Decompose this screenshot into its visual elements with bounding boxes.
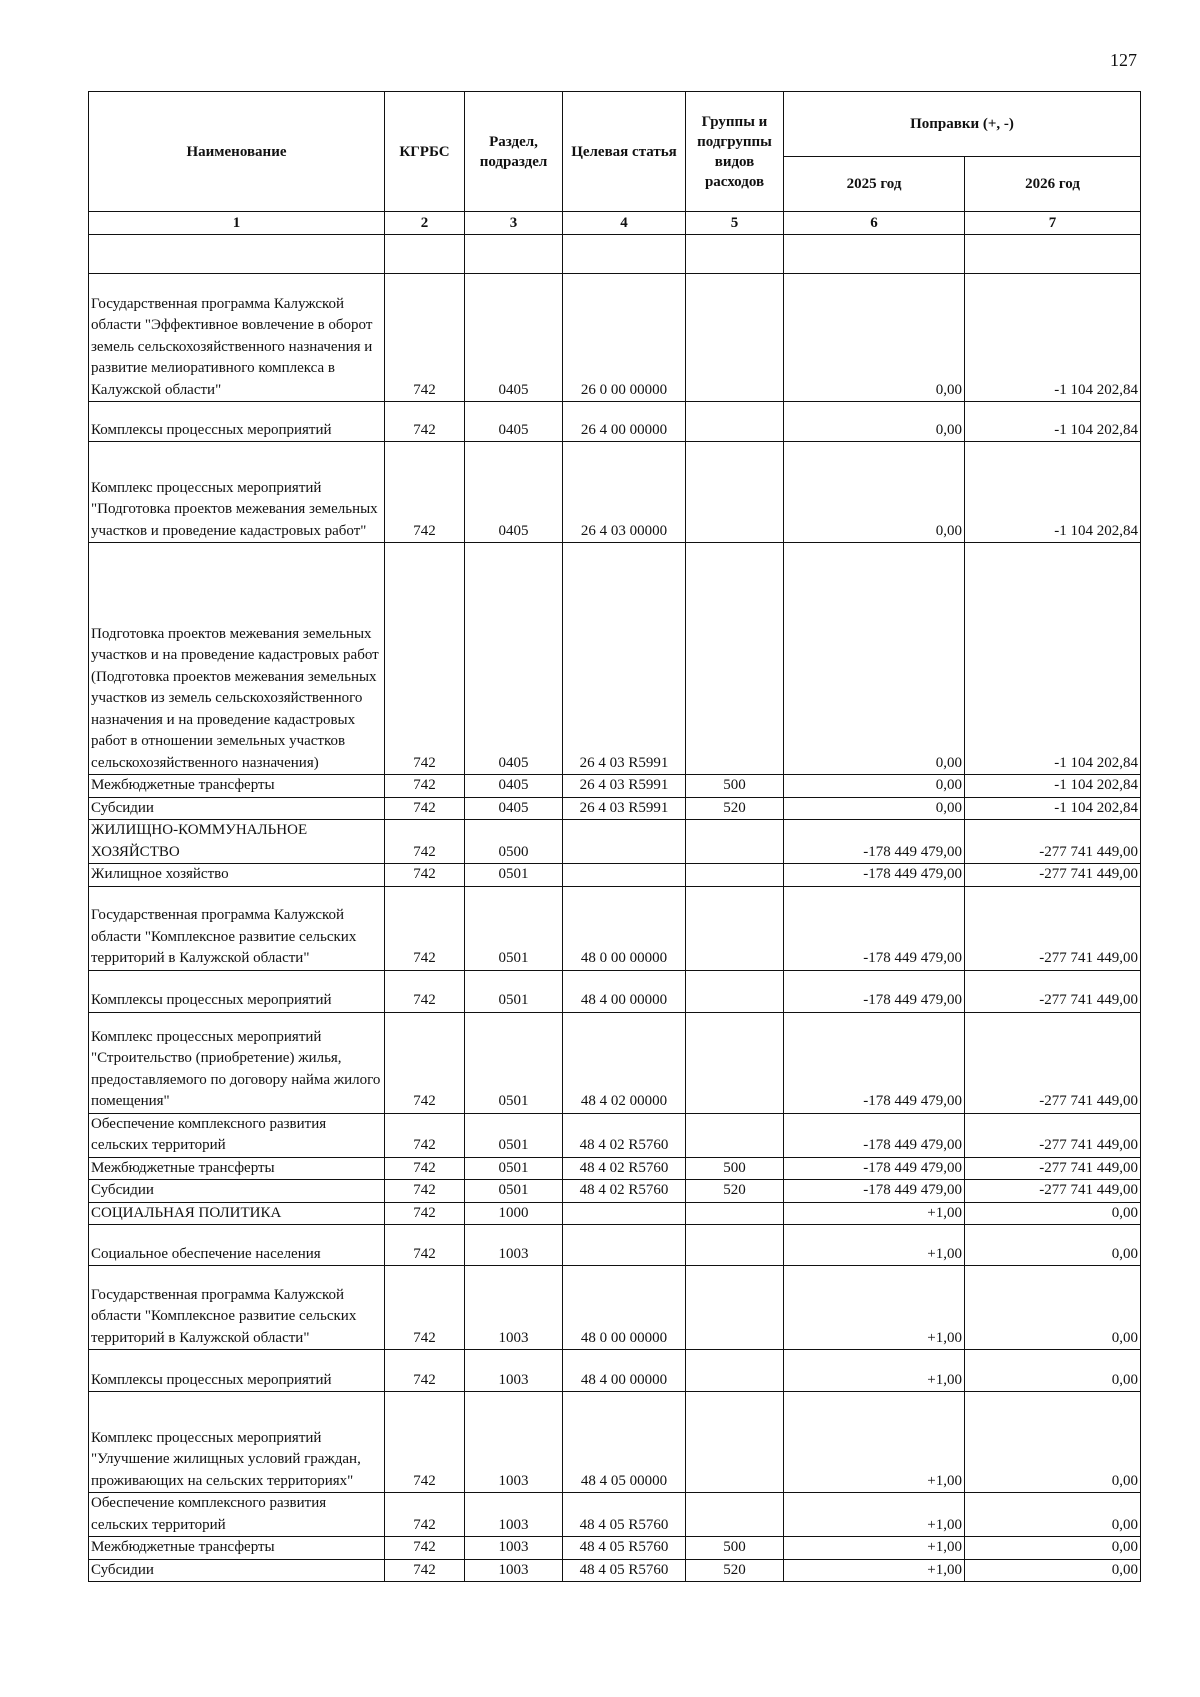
row-kgrbs: 742: [385, 402, 465, 442]
table-body: [89, 235, 1141, 1582]
row-amount-2025: +1,00: [784, 1559, 965, 1582]
row-target-article: 48 4 00 00000: [563, 1350, 686, 1392]
table-row: [89, 1392, 1141, 1493]
row-name: Комплекс процессных мероприятий "Строительство (приобретение) жилья, предоставляемого по договору найма жилого помещения": [89, 1012, 385, 1113]
table-row: [89, 864, 1141, 887]
row-target-article: 48 4 05 R5760: [563, 1537, 686, 1560]
row-target-article: 26 4 03 R5991: [563, 775, 686, 798]
row-expense-group: [686, 1113, 784, 1157]
table-row: [89, 1225, 1141, 1266]
row-kgrbs: 742: [385, 886, 465, 970]
row-name: Комплексы процессных мероприятий: [89, 402, 385, 442]
row-expense-group: [686, 543, 784, 775]
row-amount-2026: -277 741 449,00: [965, 1157, 1141, 1180]
header-target-article: Целевая статья: [563, 92, 686, 212]
row-amount-2025: +1,00: [784, 1537, 965, 1560]
row-expense-group: [686, 886, 784, 970]
row-amount-2025: -178 449 479,00: [784, 1113, 965, 1157]
row-expense-group: [686, 1266, 784, 1350]
table-row: [89, 442, 1141, 543]
row-target-article: [563, 1202, 686, 1225]
row-section: 1003: [465, 1225, 563, 1266]
spacer-row: [89, 235, 1141, 274]
row-section: 0501: [465, 1012, 563, 1113]
row-amount-2026: -277 741 449,00: [965, 1180, 1141, 1203]
row-kgrbs: 742: [385, 1225, 465, 1266]
row-amount-2025: +1,00: [784, 1266, 965, 1350]
row-amount-2026: 0,00: [965, 1392, 1141, 1493]
row-expense-group: [686, 1493, 784, 1537]
column-number: 1: [89, 212, 385, 235]
row-target-article: 48 4 02 R5760: [563, 1180, 686, 1203]
row-kgrbs: 742: [385, 797, 465, 820]
row-target-article: 48 4 02 R5760: [563, 1157, 686, 1180]
budget-corrections-table: [88, 91, 1141, 1582]
row-amount-2026: 0,00: [965, 1537, 1141, 1560]
table-row: [89, 1266, 1141, 1350]
row-amount-2026: -277 741 449,00: [965, 864, 1141, 887]
table-row: [89, 1493, 1141, 1537]
header-year-2025: 2025 год: [784, 157, 965, 212]
row-section: 1003: [465, 1266, 563, 1350]
row-section: 0501: [465, 970, 563, 1012]
row-kgrbs: 742: [385, 1537, 465, 1560]
row-name: Субсидии: [89, 1559, 385, 1582]
row-amount-2026: -1 104 202,84: [965, 775, 1141, 798]
row-amount-2025: +1,00: [784, 1493, 965, 1537]
row-kgrbs: 742: [385, 442, 465, 543]
row-expense-group: [686, 1392, 784, 1493]
row-section: 0405: [465, 442, 563, 543]
row-amount-2025: -178 449 479,00: [784, 970, 965, 1012]
row-expense-group: [686, 274, 784, 402]
row-target-article: [563, 864, 686, 887]
row-amount-2025: -178 449 479,00: [784, 864, 965, 887]
row-expense-group: 500: [686, 1157, 784, 1180]
row-amount-2026: -277 741 449,00: [965, 1113, 1141, 1157]
row-amount-2026: -277 741 449,00: [965, 1012, 1141, 1113]
row-kgrbs: 742: [385, 820, 465, 864]
row-name: ЖИЛИЩНО-КОММУНАЛЬНОЕ ХОЗЯЙСТВО: [89, 820, 385, 864]
row-amount-2025: +1,00: [784, 1202, 965, 1225]
row-amount-2025: 0,00: [784, 442, 965, 543]
row-amount-2025: +1,00: [784, 1350, 965, 1392]
row-section: 1003: [465, 1392, 563, 1493]
row-kgrbs: 742: [385, 1012, 465, 1113]
row-target-article: 48 4 02 00000: [563, 1012, 686, 1113]
row-section: 0501: [465, 886, 563, 970]
row-section: 0405: [465, 543, 563, 775]
table-row: [89, 1537, 1141, 1560]
row-amount-2026: 0,00: [965, 1493, 1141, 1537]
row-section: 0405: [465, 274, 563, 402]
row-target-article: [563, 1225, 686, 1266]
row-name: Межбюджетные трансферты: [89, 1157, 385, 1180]
row-kgrbs: 742: [385, 274, 465, 402]
row-amount-2025: 0,00: [784, 797, 965, 820]
row-target-article: 48 4 05 R5760: [563, 1559, 686, 1582]
row-target-article: 26 4 03 R5991: [563, 543, 686, 775]
table-row: [89, 1559, 1141, 1582]
row-expense-group: [686, 1202, 784, 1225]
table-row: [89, 402, 1141, 442]
row-target-article: 26 0 00 00000: [563, 274, 686, 402]
row-section: 1003: [465, 1537, 563, 1560]
row-section: 0501: [465, 864, 563, 887]
row-amount-2025: +1,00: [784, 1392, 965, 1493]
row-kgrbs: 742: [385, 1180, 465, 1203]
row-name: Комплекс процессных мероприятий "Улучшение жилищных условий граждан, проживающих на сельских территориях": [89, 1392, 385, 1493]
row-amount-2025: 0,00: [784, 274, 965, 402]
row-amount-2026: 0,00: [965, 1559, 1141, 1582]
header-year-2026: 2026 год: [965, 157, 1141, 212]
table-row: [89, 886, 1141, 970]
table-row: [89, 1202, 1141, 1225]
row-section: 0501: [465, 1180, 563, 1203]
row-kgrbs: 742: [385, 1266, 465, 1350]
row-amount-2026: 0,00: [965, 1225, 1141, 1266]
row-target-article: 48 0 00 00000: [563, 886, 686, 970]
row-section: 1000: [465, 1202, 563, 1225]
page-number: 127: [1110, 50, 1137, 70]
header-name: Наименование: [89, 92, 385, 212]
row-name: Социальное обеспечение населения: [89, 1225, 385, 1266]
table-row: [89, 1113, 1141, 1157]
row-section: 0405: [465, 797, 563, 820]
row-amount-2026: 0,00: [965, 1266, 1141, 1350]
row-amount-2026: -277 741 449,00: [965, 820, 1141, 864]
row-amount-2025: 0,00: [784, 775, 965, 798]
table-row: [89, 1157, 1141, 1180]
row-expense-group: 500: [686, 1537, 784, 1560]
row-expense-group: [686, 970, 784, 1012]
row-kgrbs: 742: [385, 1392, 465, 1493]
row-amount-2025: -178 449 479,00: [784, 886, 965, 970]
row-target-article: [563, 820, 686, 864]
row-target-article: 26 4 00 00000: [563, 402, 686, 442]
row-amount-2026: -1 104 202,84: [965, 797, 1141, 820]
row-name: Межбюджетные трансферты: [89, 1537, 385, 1560]
table-row: [89, 1350, 1141, 1392]
row-amount-2025: -178 449 479,00: [784, 1180, 965, 1203]
row-amount-2026: 0,00: [965, 1350, 1141, 1392]
row-expense-group: [686, 402, 784, 442]
header-kgrbs: КГРБС: [385, 92, 465, 212]
column-number: 3: [465, 212, 563, 235]
table-row: [89, 1180, 1141, 1203]
table-row: [89, 274, 1141, 402]
row-kgrbs: 742: [385, 543, 465, 775]
table-row: [89, 775, 1141, 798]
row-amount-2026: -1 104 202,84: [965, 274, 1141, 402]
row-amount-2026: -1 104 202,84: [965, 442, 1141, 543]
row-name: Межбюджетные трансферты: [89, 775, 385, 798]
row-name: Комплекс процессных мероприятий "Подготовка проектов межевания земельных участков и проведение кадастровых работ": [89, 442, 385, 543]
column-number: 4: [563, 212, 686, 235]
row-kgrbs: 742: [385, 1493, 465, 1537]
row-amount-2025: +1,00: [784, 1225, 965, 1266]
row-expense-group: 500: [686, 775, 784, 798]
row-section: 0405: [465, 775, 563, 798]
row-kgrbs: 742: [385, 1559, 465, 1582]
column-number: 7: [965, 212, 1141, 235]
row-kgrbs: 742: [385, 1350, 465, 1392]
row-kgrbs: 742: [385, 864, 465, 887]
row-name: СОЦИАЛЬНАЯ ПОЛИТИКА: [89, 1202, 385, 1225]
row-section: 0405: [465, 402, 563, 442]
row-section: 0501: [465, 1113, 563, 1157]
row-name: Комплексы процессных мероприятий: [89, 970, 385, 1012]
row-kgrbs: 742: [385, 970, 465, 1012]
row-name: Субсидии: [89, 1180, 385, 1203]
row-amount-2025: -178 449 479,00: [784, 820, 965, 864]
row-amount-2026: 0,00: [965, 1202, 1141, 1225]
table-row: [89, 1012, 1141, 1113]
row-name: Подготовка проектов межевания земельных участков и на проведение кадастровых работ (Подготовка проектов межевания земельных участков из земель сельскохозяйственного назначения и на проведение кадастровых работ в отношении земельных участков сельскохозяйственного назначения): [89, 543, 385, 775]
table-header: [89, 92, 1141, 235]
table-row: [89, 970, 1141, 1012]
row-name: Государственная программа Калужской области "Комплексное развитие сельских территорий в Калужской области": [89, 1266, 385, 1350]
column-number: 5: [686, 212, 784, 235]
row-expense-group: [686, 1012, 784, 1113]
header-corrections: Поправки (+, -): [784, 92, 1141, 157]
row-amount-2026: -277 741 449,00: [965, 886, 1141, 970]
row-target-article: 48 4 05 R5760: [563, 1493, 686, 1537]
row-amount-2025: 0,00: [784, 402, 965, 442]
row-target-article: 26 4 03 R5991: [563, 797, 686, 820]
column-number-row: [89, 212, 1141, 235]
row-name: Жилищное хозяйство: [89, 864, 385, 887]
row-amount-2026: -1 104 202,84: [965, 543, 1141, 775]
row-section: 1003: [465, 1559, 563, 1582]
column-number: 6: [784, 212, 965, 235]
row-section: 1003: [465, 1493, 563, 1537]
table-row: [89, 543, 1141, 775]
table-row: [89, 797, 1141, 820]
row-amount-2025: -178 449 479,00: [784, 1157, 965, 1180]
header-expense-groups: Группы и подгруппы видов расходов: [686, 92, 784, 212]
row-expense-group: [686, 442, 784, 543]
row-section: 0501: [465, 1157, 563, 1180]
row-target-article: 48 4 02 R5760: [563, 1113, 686, 1157]
row-name: Государственная программа Калужской области "Эффективное вовлечение в оборот земель сельскохозяйственного назначения и развитие мелиоративного комплекса в Калужской области": [89, 274, 385, 402]
row-expense-group: [686, 1225, 784, 1266]
row-target-article: 48 4 00 00000: [563, 970, 686, 1012]
row-kgrbs: 742: [385, 1202, 465, 1225]
row-amount-2025: -178 449 479,00: [784, 1012, 965, 1113]
row-section: 1003: [465, 1350, 563, 1392]
row-expense-group: 520: [686, 797, 784, 820]
row-expense-group: [686, 1350, 784, 1392]
row-expense-group: [686, 864, 784, 887]
row-expense-group: 520: [686, 1180, 784, 1203]
table-row: [89, 820, 1141, 864]
row-target-article: 48 0 00 00000: [563, 1266, 686, 1350]
row-kgrbs: 742: [385, 775, 465, 798]
header-section: Раздел, подраздел: [465, 92, 563, 212]
row-name: Комплексы процессных мероприятий: [89, 1350, 385, 1392]
row-expense-group: [686, 820, 784, 864]
column-number: 2: [385, 212, 465, 235]
row-amount-2026: -1 104 202,84: [965, 402, 1141, 442]
row-amount-2026: -277 741 449,00: [965, 970, 1141, 1012]
row-target-article: 26 4 03 00000: [563, 442, 686, 543]
row-name: Обеспечение комплексного развития сельских территорий: [89, 1113, 385, 1157]
row-amount-2025: 0,00: [784, 543, 965, 775]
row-section: 0500: [465, 820, 563, 864]
row-name: Государственная программа Калужской области "Комплексное развитие сельских территорий в Калужской области": [89, 886, 385, 970]
row-expense-group: 520: [686, 1559, 784, 1582]
row-name: Субсидии: [89, 797, 385, 820]
row-kgrbs: 742: [385, 1113, 465, 1157]
row-target-article: 48 4 05 00000: [563, 1392, 686, 1493]
row-kgrbs: 742: [385, 1157, 465, 1180]
row-name: Обеспечение комплексного развития сельских территорий: [89, 1493, 385, 1537]
